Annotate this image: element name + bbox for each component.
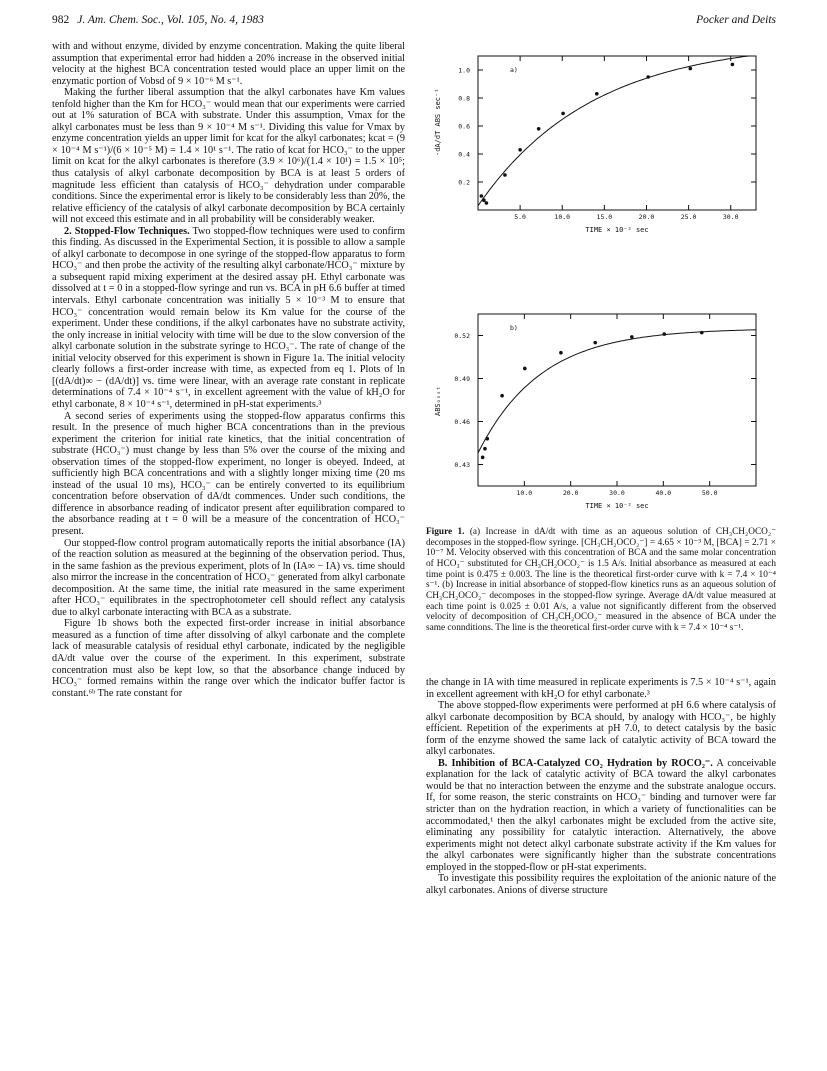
data-point: [662, 332, 666, 336]
plot-frame: [478, 56, 756, 210]
data-point: [561, 112, 565, 116]
y-tick-label: 0.8: [458, 94, 470, 103]
page-header: [52, 14, 776, 30]
x-tick-label: 20.0: [638, 213, 655, 221]
figure-caption: [426, 527, 776, 634]
data-point: [482, 198, 486, 202]
data-point: [700, 331, 704, 335]
x-tick-label: 30.0: [722, 213, 739, 221]
data-point: [480, 194, 484, 198]
x-tick-label: 10.0: [554, 213, 571, 221]
paragraph: Two stopped-flow techniques were used to confirm this finding. As discussed in the Experimental Section, it is possible to allow a sample of alkyl carbonate to decompose in one syringe of the stopped-flow apparatus to form HCO₃⁻ and then probe the activity of the resulting alkyl carbonate/HCO₃⁻ mixture by a subsequent rapid mixing experiment at the desired assay pH. Ethyl carbonate was dissolved at t = 0 in a stopped-flow syringe and run vs. BCA in pH 6.6 buffer at timed intervals. Ethyl carbonate concentration was initially 5 × 10⁻³ M to ensure that HCO₃⁻ concentration would remain below its Km value for the course of the experiment. Under these conditions, if the alkyl carbonates have no substrate activity, the only increase in initial velocity with time will be due to the slow conversion of the alkyl carbonate solution in the substrate syringe to HCO₃⁻. The rate of change of the initial velocity observed for this experiment is shown in Figure 1a. The initial velocity clearly follows a first-order increase with time, as expected from eq 1. Plots of ln [(dA/dt)∞ − (dA/dt)] vs. time were linear, with an average rate constant in replicate determinations of 7.4 × 10⁻⁴ s⁻¹, in excellent agreement with the value of kH₂O for ethyl carbonate, 8 × 10⁻⁴ s⁻¹, determined in pH-stat experiments.³: [52, 225, 405, 410]
x-tick-label: 10.0: [516, 489, 533, 497]
left-column: [52, 41, 405, 699]
y-tick-label: 0.46: [454, 418, 470, 426]
x-tick-label: 50.0: [701, 489, 718, 497]
data-point: [485, 437, 489, 441]
panel-label: b): [510, 324, 518, 332]
figure-1b-plot: [426, 304, 776, 514]
y-tick-label: 0.6: [458, 122, 470, 131]
paragraph: Figure 1b shows both the expected first-order increase in initial absorbance measured as a function of time after dissolving of alkyl carbonate and the complete lack of measurable catalysis of residual ethyl carbonate, indicated by the negligible dA/dt value over the course of the experiment. In this experiment, substrate concentration must also be kept low, so that the absorbance change induced by HCO₃⁻ formed remains within the range over which the indicator buffer factor is constant.⁶ᵇ The rate constant for: [52, 618, 405, 699]
theoretical-curve: [478, 56, 756, 206]
data-point: [537, 127, 541, 131]
x-tick-label: 15.0: [596, 213, 613, 221]
data-point: [503, 173, 507, 177]
running-authors: Pocker and Deits: [696, 14, 776, 26]
data-point: [731, 63, 735, 67]
data-point: [688, 67, 692, 71]
figure-1a-plot: [426, 46, 776, 246]
data-point: [646, 75, 650, 79]
plot-frame: [478, 314, 756, 486]
data-point: [630, 335, 634, 339]
caption-label: Figure 1.: [426, 527, 465, 537]
y-tick-label: 0.52: [454, 332, 470, 340]
paragraph: To investigate this possibility requires the exploitation of the anionic nature of the alkyl carbonates. Anions of diverse structure: [426, 873, 776, 896]
paragraph: The above stopped-flow experiments were performed at pH 6.6 where catalysis of alkyl carbonate decomposition by BCA should, by analogy with HCO₃⁻, be highly efficient. Repetition of the experiments at pH 7.0, to detect catalysis by the basic form of the enzyme showed the same lack of catalytic activity of BCA toward the alkyl carbonates.: [426, 700, 776, 758]
y-tick-label: 0.4: [458, 150, 470, 159]
x-axis-label: TIME × 10⁻² sec: [585, 226, 649, 234]
caption-text: (a) Increase in dA/dt with time as an aqueous solution of CH₃CH₂OCO₂⁻ decomposes in the stopped-flow syringe. [CH₃CH₂OCO₂⁻] = 4.65 × 10⁻³ M, [BCA] = 2.71 × 10⁻⁷ M. Velocity observed with this concentration of BCA and the same molar concentration of HCO₃⁻ substituted for CH₃CH₂OCO₂⁻ is 1.5 A/s. Initial absorbance as measured at each time point is 0.475 ± 0.003. The line is the theoretical first-order curve with k = 7.4 × 10⁻⁴ s⁻¹. (b) Increase in initial absorbance of stopped-flow kinetics runs as an aqueous solution of CH₃CH₂OCO₂⁻ decomposes in the stopped-flow syringe. Average dA/dt value measured at each time point is 0.025 ± 0.01 A/s, a value not significantly different from the observed velocity of decomposition of CH₃CH₂OCO₂⁻ measured in the absence of BCA under the same connditions. The line is the theoretical first-order curve with k = 7.4 × 10⁻⁴ s⁻¹.: [426, 527, 777, 633]
data-point: [483, 447, 487, 451]
paragraph: Our stopped-flow control program automatically reports the initial absorbance (IA) of the reaction solution as measured at the beginning of the observation period. Thus, in the same fashion as the previous experiment, plots of ln (IA∞ − IA) vs. time should also mirror the increase in the concentration of HCO₃⁻ generated from alkyl carbonate decomposition. At the same time, the initial rate measured in the same experiment after HCO₃⁻ equilibrates in the spectrophotometer cell should reflect any catalysis due to alkyl carbonate interacting with BCA as a substrate.: [52, 537, 405, 618]
paragraph: the change in IA with time measured in replicate experiments is 7.5 × 10⁻⁴ s⁻¹, again in excellent agreement with kH₂O for ethyl carbonate.³: [426, 677, 776, 700]
paragraph: A conceivable explanation for the lack of catalytic activity of BCA toward the alkyl carbonates would be that no interaction between the enzyme and the substrate analogue occurs. If, for some reason, the steric constraints on HCO₃⁻ binding and turnover were far stricter than on the hydration reaction, in which a variety of functionalities can be accommodated,¹ then the alkyl carbonates might be excluded from the active site, eliminating any possibility for catalytic interaction. Alternatively, the above experiments might not detect alkyl carbonate substrate activity if the Km values for the alkyl carbonates were significantly higher than the substrate concentrations employed in the stopped-flow or pH-stat experiments.: [426, 757, 777, 873]
x-tick-label: 30.0: [609, 489, 625, 497]
paragraph: Making the further liberal assumption that the alkyl carbonates have Km values tenfold higher than the Km for HCO₃⁻ would mean that our experiments were carried out at 1% saturation of BCA with substrate. Under this assumption, Vmax for the alkyl carbonates must be less than 9 × 10⁻⁴ M s⁻¹. Dividing this value for Vmax by enzyme concentration yields an upper limit for kcat for the alkyl carbonates; kcat = (9 × 10⁻⁴ M s⁻¹)/(6 × 10⁻⁵ M) = 1.4 × 10¹ s⁻¹. The ratio of kcat for HCO₃⁻ to the upper limit on kcat for the alkyl carbonates is therefore (3.9 × 10⁶)/(1.4 × 10¹) = 1.5 × 10⁵; thus catalysis of alkyl carbonate decomposition by BCA is at least 5 orders of magnitude less efficient than catalysis of HCO₃⁻ dehydration under comparable conditions. Since the experimental error is likely to be considerably less than 20%, the relative efficiency of the catalysis of alkyl carbonate decomposition by BCA certainly will not exceed this estimate and in all probability will be considerably weaker.: [52, 87, 405, 226]
y-axis-label: ABSₒₙₛₜ: [434, 386, 442, 416]
data-point: [500, 394, 504, 398]
panel-label: a): [510, 66, 518, 74]
right-column: [426, 677, 776, 896]
y-tick-label: 1.0: [458, 66, 470, 75]
x-tick-label: 25.0: [680, 213, 697, 221]
x-axis-label: TIME × 10⁻² sec: [585, 502, 649, 510]
journal-citation: J. Am. Chem. Soc., Vol. 105, No. 4, 1983: [77, 14, 264, 26]
data-point: [481, 456, 485, 460]
paragraph: with and without enzyme, divided by enzyme concentration. Making the quite liberal assumption that experimental error had hidden a 20% increase in the observed initial velocity at the highest BCA concentration tested would place an upper limit on the enzymatic portion of Vobsd of 9 × 10⁻⁶ M s⁻¹.: [52, 41, 405, 87]
figure-1: [426, 46, 776, 514]
page-number: 982: [52, 14, 70, 26]
y-tick-label: 0.2: [458, 178, 470, 187]
y-tick-label: 0.43: [454, 461, 470, 469]
y-tick-label: 0.49: [454, 375, 470, 383]
data-point: [593, 341, 597, 345]
x-tick-label: 5.0: [514, 213, 526, 221]
theoretical-curve: [478, 330, 756, 453]
x-tick-label: 20.0: [562, 489, 579, 497]
data-point: [559, 351, 563, 355]
data-point: [523, 367, 527, 371]
section-heading: 2. Stopped-Flow Techniques.: [64, 225, 190, 237]
data-point: [518, 148, 522, 152]
section-heading: B. Inhibition of BCA-Catalyzed CO₂ Hydration by ROCO₂⁻.: [438, 757, 713, 769]
x-tick-label: 40.0: [655, 489, 672, 497]
y-axis-label: -dA/dT ABS sec⁻¹: [434, 88, 442, 156]
data-point: [595, 92, 599, 96]
paragraph: A second series of experiments using the stopped-flow apparatus confirms this result. In the presence of much higher BCA concentrations than in the previous experiment the criterion for initial rate kinetics, that the initial concentration of substrate (HCO₃⁻) must change by less than 5% over the course of the mixing and observation times of the stopped-flow experiment, no longer is obeyed. Indeed, at sufficiently high BCA concentrations and with a slightly longer mixing time (20 ms instead of the usual 10 ms), HCO₃⁻ can be entirely converted to its equilibrium concentration before observation of dA/dt commences. Under such conditions, the difference in absorbance reading of indicator present after equilibration compared to the absorbance reading at t = 0 will be a measure of the concentration of HCO₃⁻ present.: [52, 410, 405, 537]
data-point: [485, 201, 489, 205]
